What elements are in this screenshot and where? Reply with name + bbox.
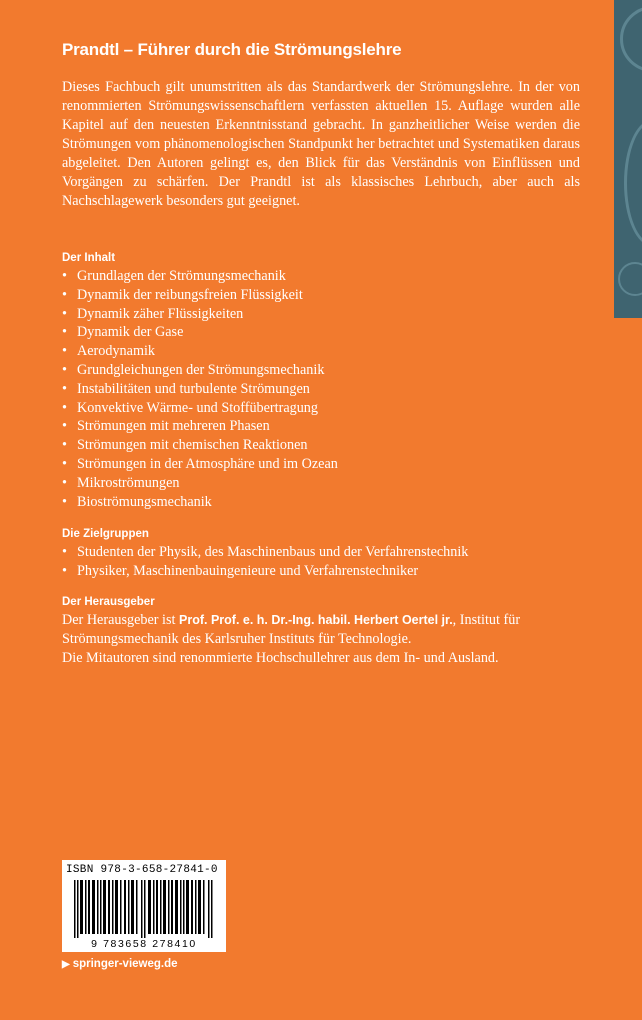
list-item: • Grundlagen der Strömungsmechanik [62,268,286,284]
list-item: • Strömungen mit mehreren Phasen [62,418,270,435]
section-inhalt [62,252,580,511]
cover-image-strip [614,0,642,318]
intro-paragraph: Dieses Fachbuch gilt unumstritten als das Standardwerk der Strömungslehre. In der von renommierten Strömungswissenschaftlern verfassten aktuellen 15. Auflage wurden alle Kapitel auf den neuesten Erkenntnisstand gebracht. In ganzheitlicher Weise werden die Strömungen vom phänomenologischen Standpunkt her betrachtet und Systematiken daraus abgeleitet. Den Autoren gelingt es, den Blick für das Verständnis von Einflüssen und Vorgängen zu schärfen. Der Prandtl ist als klassisches Lehrbuch, aber auch als Nachschlagewerk besonders gut geeignet. [62,79,580,209]
decorative-arc [620,6,642,72]
zielgruppen-list [62,543,580,581]
list-item: • Grundgleichungen der Strömungsmechanik [62,361,325,378]
list-item: • Bioströmungsmechanik [62,493,212,510]
list-item: • Physiker, Maschinenbauingenieure und Verfahrenstechniker [62,562,419,579]
barcode-icon [74,880,214,938]
list-item: • Aerodynamik [62,343,156,360]
bullet-icon: • [62,418,67,435]
book-title: Prandtl – Führer durch die Strömungslehre [62,40,402,59]
bullet-icon: • [62,361,67,378]
isbn-label: ISBN 978-3-658-27841-0 [66,864,218,876]
coauthors-text: Die Mitautoren sind renommierte Hochschullehrer aus dem In- und Ausland. [62,650,499,666]
bullet-icon: • [62,324,67,341]
inhalt-list [62,267,580,511]
list-item: • Strömungen mit chemischen Reaktionen [62,437,308,454]
bullet-icon: • [62,562,67,579]
publisher-url[interactable]: ▶ springer-vieweg.de [62,958,178,970]
section-zielgruppen [62,528,580,581]
bullet-icon: • [62,380,67,397]
decorative-arc [624,120,642,246]
bullet-icon: • [62,474,67,491]
section-heading-inhalt: Der Inhalt [62,252,116,264]
section-heading-herausgeber: Der Herausgeber [62,596,155,608]
list-item: • Instabilitäten und turbulente Strömungen [62,380,310,397]
section-herausgeber [62,596,580,668]
bullet-icon: • [62,305,67,322]
bullet-icon: • [62,286,67,303]
herausgeber-text: Der Herausgeber ist Prof. Prof. e. h. Dr.-Ing. habil. Herbert Oertel jr., Institut für Strömungsmechanik des Karlsruher Instituts für Technologie. [62,612,521,647]
list-item: • Mikroströmungen [62,474,180,491]
list-item: • Dynamik der reibungsfreien Flüssigkeit [62,286,303,303]
arrow-right-icon: ▶ [62,959,70,970]
bullet-icon: • [62,399,67,416]
list-item: • Konvektive Wärme- und Stoffübertragung [62,399,318,416]
decorative-arc [618,262,642,296]
list-item: • Dynamik zäher Flüssigkeiten [62,305,244,322]
list-item: • Strömungen in der Atmosphäre und im Ozean [62,455,338,472]
back-cover-content [62,40,580,666]
bullet-icon: • [62,268,67,284]
bullet-icon: • [62,455,67,472]
barcode-digits: 9 783658 278410 [91,938,197,950]
editor-name: Prof. Prof. e. h. Dr.-Ing. habil. Herbert Oertel jr. [179,613,453,627]
list-item: • Studenten der Physik, des Maschinenbaus und der Verfahrenstechnik [62,544,469,560]
bullet-icon: • [62,437,67,454]
bullet-icon: • [62,493,67,510]
bullet-icon: • [62,343,67,360]
bullet-icon: • [62,544,67,560]
list-item: • Dynamik der Gase [62,324,184,341]
isbn-barcode [62,860,226,952]
section-heading-zielgruppen: Die Zielgruppen [62,528,149,540]
